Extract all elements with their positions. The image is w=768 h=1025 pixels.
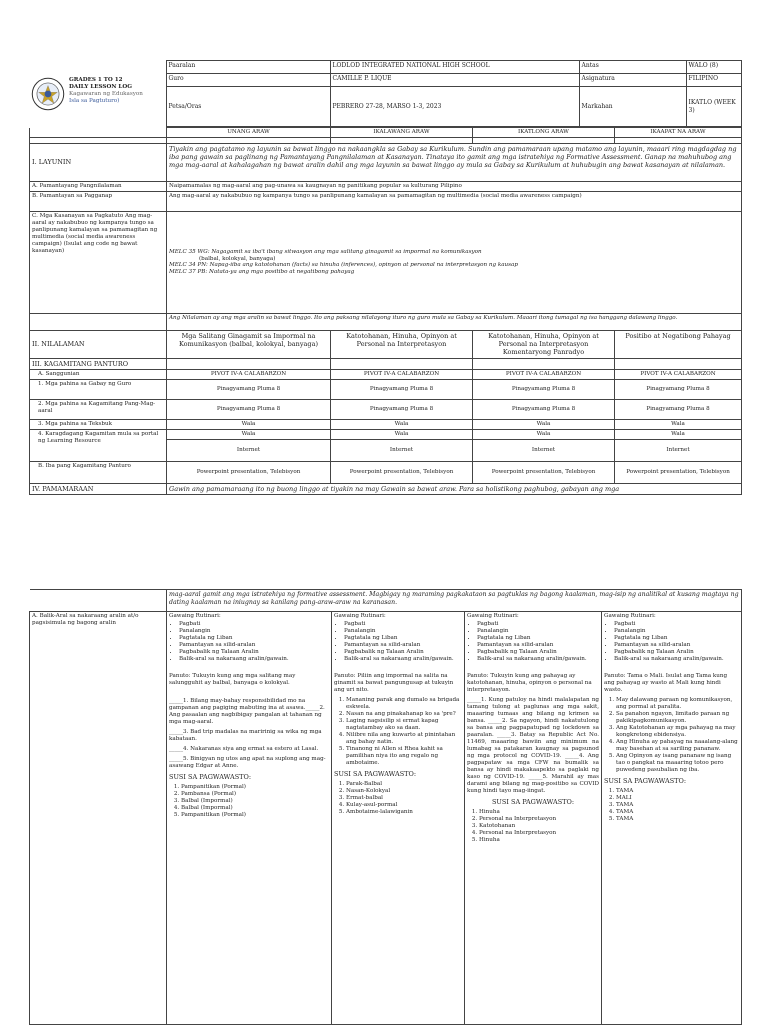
balik-aral-label: A. Balik-Aral sa nakaraang aralin at/o pagsisimula ng bagong aralin (30, 612, 167, 1025)
dll-header-table (29, 60, 742, 127)
internet-day2: Internet (331, 440, 473, 462)
internet-day3: Internet (473, 440, 615, 462)
deped-seal-icon (31, 77, 65, 111)
pang-mag-aaral-day1: Pinagyamang Pluma 8 (167, 400, 331, 420)
pangnilalaman-label: A. Pamantayang Pangnilalaman (30, 181, 167, 191)
routine-item: • Pagbati (477, 621, 599, 628)
iba-pang-day1: Powerpoint presentation, Telebisyon (167, 462, 331, 484)
pamamaraan-label: IV. PAMAMARAAN (30, 484, 167, 495)
dll-page-2 (29, 589, 741, 1024)
routine-item: • Pamantayan sa silid-aralan (179, 642, 329, 649)
day-header: IKALAWANG ARAW (331, 128, 473, 138)
item-day4: 2. Sa panahon ngayon, limitado paraan ng pakikipagkomunikasyon. (616, 711, 739, 725)
susi-item: 1. TAMA (616, 788, 739, 795)
pivot-day1: PIVOT IV-A CALABARZON (167, 370, 331, 380)
melc-34: MELC 34 PN: Napag-iiba ang katotohanan (facts) sa hinuha (inferences), opinyon at personal na interpretasyon ng kausap (169, 262, 518, 269)
susi-item: 1. Hinuha (479, 809, 599, 816)
teksbuk-label: 3. Mga pahina sa Teksbuk (30, 420, 167, 430)
antas-value: WALO (8) (686, 61, 741, 74)
gabay-guro-day4: Pinagyamang Pluma 8 (615, 380, 742, 400)
susi-item: 5. Pampanitikan (Pormal) (181, 812, 329, 819)
day-header: UNANG ARAW (167, 128, 331, 138)
item-day2: 4. Nilibre nila ang kuwarto at pinintahan ang bahay natin. (346, 732, 462, 746)
pagganap-text: Ang mag-aaral ay nakabubuo ng kampanya tungo sa panlipunang kamalayan sa pamamagitan ng multimedia (social media awareness campaign) (167, 191, 742, 211)
susi-item: 3. Katotohanan (479, 823, 599, 830)
routine-item: • Pamantayan sa silid-aralan (344, 642, 462, 649)
melc-37: MELC 37 PB: Natata-ya ang mga positibo at negatibong pahayag (169, 269, 355, 276)
teksbuk-day2: Wala (331, 420, 473, 430)
susi-item: 1. Parak-Balbal (346, 781, 462, 788)
susi-item: 3. TAMA (616, 802, 739, 809)
pangnilalaman-text: Naipamamalas ng mag-aaral ang pag-unawa sa kaugnayan ng panitikang popular sa kulturang Pilipino (167, 181, 742, 191)
day-header: IKATLONG ARAW (473, 128, 615, 138)
asignatura-value: FILIPINO (686, 74, 741, 87)
guro-label: Guro (166, 74, 330, 87)
iba-pang-day2: Powerpoint presentation, Telebisyon (331, 462, 473, 484)
balik-aral-day3 (465, 612, 602, 1025)
melc-35: MELC 35 WG: Nagagamit sa iba't ibang sitwasyon ang mga salitang ginagamit sa impormal na komunikasyon (169, 248, 482, 255)
susi-item: 4. TAMA (616, 809, 739, 816)
item-day2: 2. Nasan na ang pinakahanap ko sa 'pre? (346, 711, 462, 718)
routine-item: • Pagbabalik ng Talaan Aralin (344, 649, 462, 656)
nilalaman-day1: Mga Salitang Ginagamit sa Impormal na Komunikasyon (balbal, kolokyal, banyaga) (167, 330, 331, 358)
routine-item: • Pagbati (344, 621, 462, 628)
susi-title-day1: SUSI SA PAGWAWASTO: (169, 772, 252, 781)
paaralan-label: Paaralan (166, 61, 330, 74)
routine-item: • Panalangin (179, 628, 329, 635)
item-day4: 1. May dalawang paraan ng komunikasyon, ang pormal at paralita. (616, 697, 739, 711)
layunin-text: Tiyakin ang pagtatamo ng layunin sa bawat linggo na nakaangkla sa Gabay sa Kurikulum. Sundin ang pamamaraan upang matamo ang layunin, maaari ring magdagdag ng iba pang gawain sa paglinang ng Pamantayang Pangnilalaman at Kasanayan. Tinataya ito gamit ang mga istratehiya ng Formative Assessment. Ganap na mahuhubog ang mga mag-aaral at kahalagahan ng bawat aralin dahil ang mga layunin sa bawat linggo ay mula sa Gabay sa Kurikulum at huhubugin ang bawat kasanayan at nilalaman. (167, 143, 742, 181)
susi-item: 3. Ermat-balbal (346, 795, 462, 802)
routine-item: • Pagbabalik ng Talaan Aralin (179, 649, 329, 656)
routine-item: • Pagbati (179, 621, 329, 628)
kagamitang-pang-mag-aaral-label: 2. Mga pahina sa Kagamitang Pang-Mag-aaral (30, 400, 167, 420)
susi-title-day2: SUSI SA PAGWAWASTO: (334, 769, 417, 778)
panuto-day3: Panuto: Tukuyin kung ang pahayag ay katotohanan, hinuha, opinyon o personal na interpretasyon. (467, 672, 592, 693)
kasanayan-text (167, 211, 742, 313)
pivot-day2: PIVOT IV-A CALABARZON (331, 370, 473, 380)
kasanayan-label: C. Mga Kasanayan sa Pagkatuto Ang mag-aaral ay nakabubuo ng kampanya tungo sa panlipunang kamalayan sa pamamagitan ng multimedia (social media awareness campaign) (Isulat ang code ng bawat kasanayan) (30, 211, 167, 313)
asignatura-label: Asignatura (579, 74, 686, 87)
internet-day4: Internet (615, 440, 742, 462)
iba-pang-kagamitan-label: B. Iba pang Kagamitang Panturo (30, 462, 167, 484)
sanggunian-label: A. Sanggunian (30, 370, 167, 380)
nilalaman-day2: Katotohanan, Hinuha, Opinyon at Personal na Interpretasyon (331, 330, 473, 358)
item-day4: 3. Ang Katotohanan ay mga pahayag na may kongkretong ebidensiya. (616, 725, 739, 739)
susi-item: 1. Pampanitikan (Pormal) (181, 784, 329, 791)
routine-item: • Pagbabalik ng Talaan Aralin (477, 649, 599, 656)
routine-title: Gawaing Rutinari: (334, 613, 386, 619)
routine-item: • Balik-aral sa nakaraang aralin/gawain. (179, 656, 329, 663)
dll-page-1 (29, 60, 741, 526)
susi-item: 5. Ambotaime-lalawiganin (346, 809, 462, 816)
item-day1: _____3. Bad trip madalas na maririnig sa wika ng mga kabataan. (169, 728, 322, 742)
susi-title-day4: SUSI SA PAGWAWASTO: (604, 776, 687, 785)
petsa-label: Petsa/Oras (166, 87, 330, 127)
gabay-guro-day3: Pinagyamang Pluma 8 (473, 380, 615, 400)
routine-title: Gawaing Rutinari: (467, 613, 519, 619)
routine-item: • Pagbati (614, 621, 739, 628)
routine-item: • Pagtatala ng Liban (614, 635, 739, 642)
pang-mag-aaral-day2: Pinagyamang Pluma 8 (331, 400, 473, 420)
gabay-guro-day1: Pinagyamang Pluma 8 (167, 380, 331, 400)
internet-day1: Internet (167, 440, 331, 462)
antas-label: Antas (579, 61, 686, 74)
item-day4: 4. Ang Hinuha ay pahayag na naaalang-alang may basehan at sa sariling pananaw. (616, 739, 739, 753)
routine-item: • Panalangin (614, 628, 739, 635)
susi-title-day3: SUSI SA PAGWAWASTO: (491, 797, 575, 806)
teksbuk-day1: Wala (167, 420, 331, 430)
dll-main-table (29, 127, 742, 495)
routine-list (344, 621, 462, 663)
susi-item: 4. Kulay-asul-pormal (346, 802, 462, 809)
pamamaraan-text: Gawin ang pamamaraang ito ng buong linggo at tiyakin na may Gawain sa bawat araw. Para sa holistikong paghubog, gabayan ang mga (167, 484, 742, 495)
grades-label: GRADES 1 TO 12 (69, 76, 123, 83)
markahan-label: Markahan (579, 87, 686, 127)
panuto-day2: Panuto: Piliin ang impormal na salita na ginamit sa bawat pangungusap at tukuyin ang uri nito. (334, 672, 454, 693)
items-day3: _____1. Kung patuloy na hindi malalapatan ng tamang tulong at paglunas ang mga sakit, maaaring tumaas ang bilang ng krimen sa bansa. _____2. Sa ngayon, hindi nakatutulong sa bansa ang pagpapatupad ng lockdown sa paaralan. _____3. Batay sa Republic Act No. 11469, maaaring bawiin ang minimum na lumabag sa patakaran kaugnay sa pagsunod ng mga protocol ng COVID-19. _____4. Ang pagpapataw sa mga CFW na bumalik sa bansa ay hindi makakaapekto sa paglaki ng kaso ng COVID-19. _____5. Marahil ay mas darami ang bilang ng mag-positibo sa COVID kung hindi tayo mag-iingat. (467, 696, 599, 794)
teksbuk-day4: Wala (615, 420, 742, 430)
dll-label: DAILY LESSON LOG (69, 83, 132, 90)
nilalaman-note: Ang Nilalaman ay ang mga aralin sa bawat linggo. Ito ang paksang nilalayong ituro ng guro mula sa Gabay sa Kurikulum. Maaari itong tumagal ng isa hanggang dalawang linggo. (167, 313, 742, 330)
routine-item: • Pagtatala ng Liban (179, 635, 329, 642)
routine-item: • Panalangin (344, 628, 462, 635)
nilalaman-day3: Katotohanan, Hinuha, Opinyon at Personal na Interpretasyon Komentaryong Panradyo (473, 330, 615, 358)
petsa-value: PEBRERO 27-28, MARSO 1-3, 2023 (330, 87, 579, 127)
nilalaman-day4: Positibo at Negatibong Pahayag (615, 330, 742, 358)
routine-title: Gawaing Rutinari: (604, 613, 656, 619)
susi-item: 4. Personal na Interpretasyon (479, 830, 599, 837)
teksbuk-day3: Wala (473, 420, 615, 430)
routine-item: • Panalangin (477, 628, 599, 635)
susi-item: 2. Personal na Interpretasyon (479, 816, 599, 823)
pang-mag-aaral-day4: Pinagyamang Pluma 8 (615, 400, 742, 420)
items-day2 (346, 697, 462, 767)
susi-item: 2. Nasan-Kolokyal (346, 788, 462, 795)
melc-35-types: (balbal, kolokyal, banyaga) (199, 255, 276, 262)
susi-list-day3 (479, 809, 599, 844)
susi-list-day2 (346, 781, 462, 816)
routine-list (614, 621, 739, 663)
susi-item: 2. MALI (616, 795, 739, 802)
pang-mag-aaral-day3: Pinagyamang Pluma 8 (473, 400, 615, 420)
routine-item: • Balik-aral sa nakaraang aralin/gawain. (614, 656, 739, 663)
routine-item: • Pagtatala ng Liban (477, 635, 599, 642)
routine-item: • Pamantayan sa silid-aralan (477, 642, 599, 649)
pamamaraan-continued: mag-aaral gamit ang mga istratehiya ng formative assessment. Magbigay ng maraming pagkakataon sa pagtuklas ng bagong kaalaman, mag-isip ng analitikal at kusang magtaya ng dating kaalaman na iniugnay sa kanilang pang-araw-araw na karanasan. (167, 590, 742, 612)
guro-value: CAMILLE P. LIQUE (330, 74, 579, 87)
routine-list (477, 621, 599, 663)
balik-aral-day4 (602, 612, 742, 1025)
routine-item: • Balik-aral sa nakaraang aralin/gawain. (344, 656, 462, 663)
susi-list-day1 (181, 784, 329, 819)
susi-item: 3. Balbal (Impormal) (181, 798, 329, 805)
routine-list (179, 621, 329, 663)
susi-item: 5. Hinuha (479, 837, 599, 844)
susi-item: 4. Balbal (Impormal) (181, 805, 329, 812)
iba-pang-day3: Powerpoint presentation, Telebisyon (473, 462, 615, 484)
lr-portal-day3: Wala (473, 430, 615, 440)
panuto-day1: Panuto: Tukuyin kung ang mga salitang may salungguhit ay balbal, banyaga o kolokyal. (169, 672, 296, 686)
lr-portal-day1: Wala (167, 430, 331, 440)
gabay-guro-label: 1. Mga pahina sa Gabay ng Guro (30, 380, 167, 400)
routine-item: • Pagbabalik ng Talaan Aralin (614, 649, 739, 656)
dept-label: Kagawaran ng Edukasyon (69, 91, 143, 98)
pivot-day4: PIVOT IV-A CALABARZON (615, 370, 742, 380)
balik-aral-day2 (332, 612, 465, 1025)
item-day1: _____5. Binigyan ng utos ang apat na suplong ang mag-asawang Edgar at Anne. (169, 755, 326, 769)
items-day4 (616, 697, 739, 774)
item-day2: 3. Laging nagsisilip si ermat kapag nagtatambay ako sa daan. (346, 718, 462, 732)
balik-aral-day1 (167, 612, 332, 1025)
routine-item: • Pamantayan sa silid-aralan (614, 642, 739, 649)
day-header: IKAAPAT NA ARAW (615, 128, 742, 138)
susi-item: 5. TAMA (616, 816, 739, 823)
item-day2: 1. Mananing parak ang dumalo sa brigada eskwela. (346, 697, 462, 711)
routine-title: Gawaing Rutinari: (169, 613, 221, 619)
lr-portal-day4: Wala (615, 430, 742, 440)
item-day1: _____4. Nakaranas siya ang ermat sa estero at Lasal. (169, 745, 319, 752)
routine-item: • Pagtatala ng Liban (344, 635, 462, 642)
routine-item: • Balik-aral sa nakaraang aralin/gawain. (477, 656, 599, 663)
days-header-row (30, 128, 742, 138)
item-day4: 5. Ang Opinyon ay isang pananaw ng isang tao o pangkat na maaaring totoo pero puwedeng pasubalian ng iba. (616, 753, 739, 774)
kagamitan-label: III. KAGAMITANG PANTURO (30, 358, 167, 369)
layunin-label: I. LAYUNIN (30, 143, 167, 181)
lr-portal-day2: Wala (331, 430, 473, 440)
subtitle-label: Isla sa Pagtuturo) (69, 98, 120, 105)
header-title-block (29, 61, 166, 127)
item-day2: 5. Tinanong ni Allen si Rhea kahit sa pamilihan niya ito ang regalo ng ambotaime. (346, 746, 462, 767)
panuto-day4: Panuto: Tama o Mali. Isulat ang Tama kung ang pahayag ay wasto at Mali kung hindi wasto. (604, 672, 728, 693)
dll-continuation-table (29, 589, 742, 1025)
nilalaman-label: II. NILALAMAN (30, 330, 167, 358)
pivot-day3: PIVOT IV-A CALABARZON (473, 370, 615, 380)
lr-portal-label: 4. Karagdagang Kagamitan mula sa portal ng Learning Resource (30, 430, 167, 462)
iba-pang-day4: Powerpoint presentation, Telebisyon (615, 462, 742, 484)
pagganap-label: B. Pamantayan sa Pagganap (30, 191, 167, 211)
gabay-guro-day2: Pinagyamang Pluma 8 (331, 380, 473, 400)
susi-item: 2. Pambansa (Pormal) (181, 791, 329, 798)
markahan-value: IKATLO (WEEK 3) (686, 87, 741, 127)
item-day1: _____1. Bilang may-bahay responsibilidad mo na gampanan ang pagiging mabuting ina at asawa._____2. Ang pasaalan ang nagbibigay pangalan at tahanan ng mga mag-aaral. (169, 697, 325, 725)
susi-list-day4 (616, 788, 739, 823)
paaralan-value: LODLOD INTEGRATED NATIONAL HIGH SCHOOL (330, 61, 579, 74)
